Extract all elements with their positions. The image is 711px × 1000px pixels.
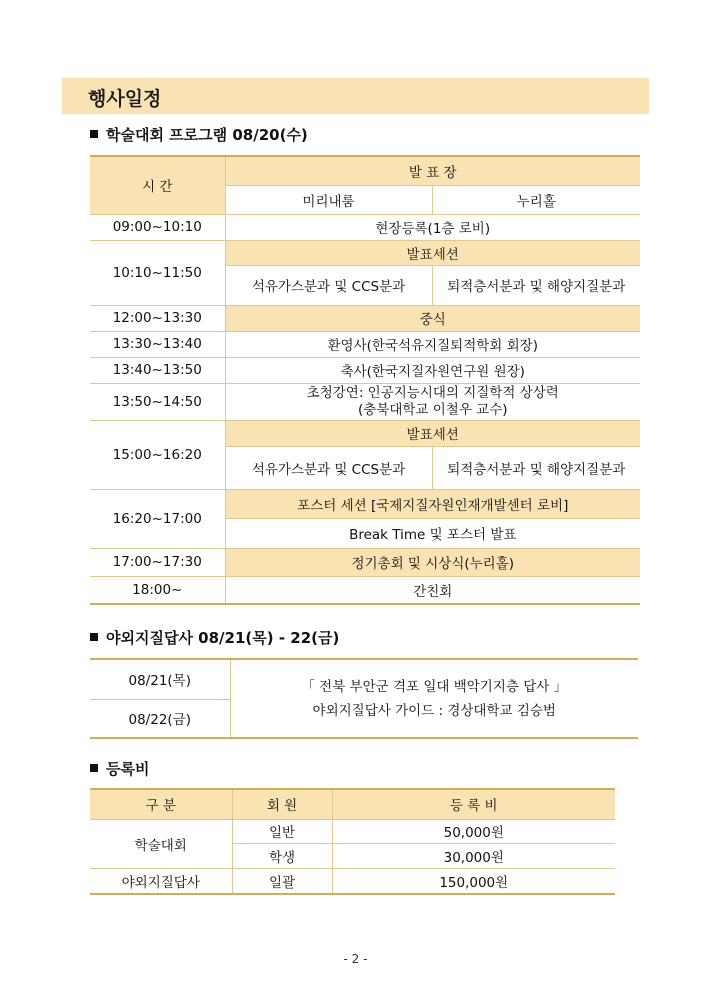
bullet-square-icon	[90, 633, 98, 641]
fee-col-amount: 등 록 비	[332, 789, 615, 819]
table-row	[90, 489, 640, 518]
poster-session: 포스터 세션 [국제지질자원인재개발센터 로비]	[225, 489, 640, 518]
session-room-a: 석유가스분과 및 CCS분과	[225, 265, 432, 305]
fee-member-all: 일괄	[232, 868, 332, 894]
venue-header: 발 표 장	[225, 156, 640, 185]
schedule-item: 축사(한국지질자원연구원 원장)	[225, 357, 640, 383]
table-row	[90, 548, 640, 576]
keynote-speaker: (충북대학교 이철우 교수)	[357, 401, 508, 418]
break-time: Break Time 및 포스터 발표	[225, 518, 640, 548]
fee-amount-field: 150,000원	[332, 868, 615, 894]
time-cell: 13:40~13:50	[90, 357, 225, 383]
table-row	[90, 819, 615, 843]
time-cell: 17:00~17:30	[90, 548, 225, 576]
field-trip-guide: 야외지질답사 가이드 : 경상대학교 김승범	[312, 702, 556, 719]
time-cell: 18:00~	[90, 576, 225, 604]
fee-heading-text: 등록비	[106, 760, 150, 778]
field-trip-location: 「 전북 부안군 격포 일대 백악기지층 답사 」	[301, 678, 568, 695]
table-row	[90, 576, 640, 604]
time-cell: 12:00~13:30	[90, 305, 225, 331]
page-title-bar	[62, 78, 649, 114]
table-row	[90, 659, 638, 699]
room-nuri: 누리홀	[432, 185, 640, 214]
program-heading-text: 학술대회 프로그램 08/20(수)	[106, 126, 308, 144]
table-row	[90, 357, 640, 383]
bullet-square-icon	[90, 764, 98, 772]
room-miri: 미리내룸	[225, 185, 432, 214]
schedule-item	[225, 383, 640, 420]
field-date-1: 08/21(목)	[90, 659, 230, 699]
field-heading	[90, 627, 339, 648]
table-row	[90, 240, 640, 265]
field-heading-text: 야외지질답사 08/21(목) - 22(금)	[106, 629, 340, 647]
table-row	[90, 214, 640, 240]
schedule-item: 간친회	[225, 576, 640, 604]
fee-table	[90, 788, 615, 895]
fee-col-member: 회 원	[232, 789, 332, 819]
program-table	[90, 155, 640, 605]
session-room-a: 석유가스분과 및 CCS분과	[225, 446, 432, 489]
table-row	[90, 383, 640, 420]
session-label: 발표세션	[225, 420, 640, 446]
program-heading	[90, 124, 308, 145]
page-number: - 2 -	[343, 952, 368, 966]
schedule-item: 현장등록(1층 로비)	[225, 214, 640, 240]
time-cell: 13:30~13:40	[90, 331, 225, 357]
session-room-b: 퇴적층서분과 및 해양지질분과	[432, 446, 640, 489]
field-date-2: 08/22(금)	[90, 699, 230, 738]
table-row	[90, 868, 615, 894]
table-row	[90, 305, 640, 331]
field-trip-desc	[230, 659, 638, 738]
session-room-b: 퇴적층서분과 및 해양지질분과	[432, 265, 640, 305]
fee-member-general: 일반	[232, 819, 332, 843]
time-cell: 15:00~16:20	[90, 420, 225, 489]
schedule-item: 중식	[225, 305, 640, 331]
table-row	[90, 420, 640, 446]
time-cell: 13:50~14:50	[90, 383, 225, 420]
page-title: 행사일정	[88, 88, 162, 110]
fee-amount-student: 30,000원	[332, 843, 615, 868]
time-cell: 09:00~10:10	[90, 214, 225, 240]
fee-member-student: 학생	[232, 843, 332, 868]
time-cell: 10:10~11:50	[90, 240, 225, 305]
bullet-square-icon	[90, 130, 98, 138]
table-row	[90, 156, 640, 185]
time-header: 시 간	[90, 156, 225, 214]
keynote-title: 초청강연: 인공지능시대의 지질학적 상상력	[306, 384, 559, 401]
fee-heading	[90, 758, 149, 779]
schedule-item: 정기총회 및 시상식(누리홀)	[225, 548, 640, 576]
fee-col-category: 구 분	[90, 789, 232, 819]
field-trip-table	[90, 658, 638, 739]
table-row	[90, 331, 640, 357]
schedule-item: 환영사(한국석유지질퇴적학회 회장)	[225, 331, 640, 357]
fee-field-trip: 야외지질답사	[90, 868, 232, 894]
fee-conference: 학술대회	[90, 819, 232, 868]
session-label: 발표세션	[225, 240, 640, 265]
fee-amount-general: 50,000원	[332, 819, 615, 843]
table-row	[90, 789, 615, 819]
time-cell: 16:20~17:00	[90, 489, 225, 548]
